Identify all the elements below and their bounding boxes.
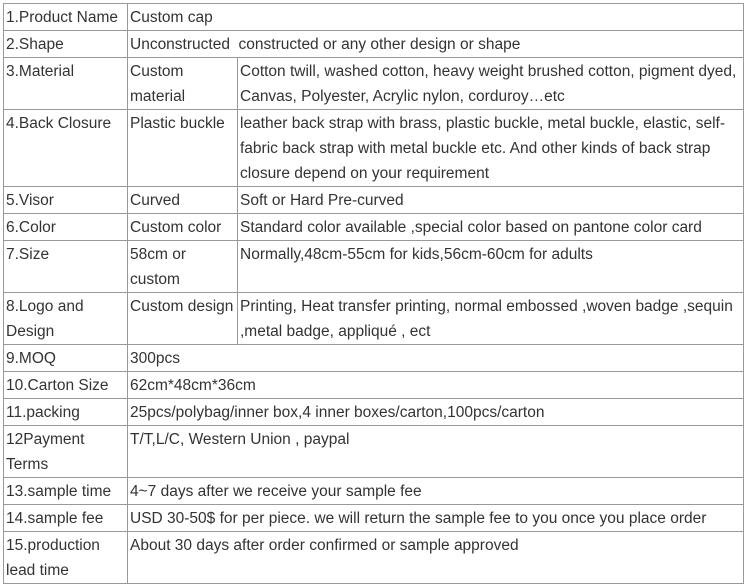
row-detail: Standard color available ,special color based on pantone color card (238, 214, 744, 241)
row-value: 25pcs/polybag/inner box,4 inner boxes/carton,100pcs/carton (128, 399, 744, 426)
table-row (4, 31, 744, 58)
row-value: T/T,L/C, Western Union , paypal (128, 426, 744, 478)
row-value: 4~7 days after we receive your sample fee (128, 478, 744, 505)
row-detail: Normally,48cm-55cm for kids,56cm-60cm for adults (238, 241, 744, 293)
table-row (4, 372, 744, 399)
row-value: Custom material (128, 58, 238, 110)
row-value: Custom design (128, 293, 238, 345)
table-row (4, 241, 744, 293)
row-label: 5.Visor (4, 187, 128, 214)
row-label: 2.Shape (4, 31, 128, 58)
row-detail: Soft or Hard Pre-curved (238, 187, 744, 214)
table-row (4, 58, 744, 110)
row-value: 300pcs (128, 345, 744, 372)
row-label: 10.Carton Size (4, 372, 128, 399)
row-label: 3.Material (4, 58, 128, 110)
table-row (4, 478, 744, 505)
row-label: 15.production lead time (4, 532, 128, 584)
row-label: 9.MOQ (4, 345, 128, 372)
row-label: 6.Color (4, 214, 128, 241)
row-value: Plastic buckle (128, 110, 238, 187)
table-row (4, 214, 744, 241)
row-label: 12Payment Terms (4, 426, 128, 478)
row-value: About 30 days after order confirmed or sample approved (128, 532, 744, 584)
row-detail: Cotton twill, washed cotton, heavy weight brushed cotton, pigment dyed, Canvas, Polyester, Acrylic nylon, corduroy…etc (238, 58, 744, 110)
row-value: Custom cap (128, 4, 744, 31)
table-row (4, 399, 744, 426)
table-row (4, 4, 744, 31)
row-value: USD 30-50$ for per piece. we will return the sample fee to you once you place order (128, 505, 744, 532)
row-value: Unconstructed constructed or any other design or shape (128, 31, 744, 58)
row-value: Custom color (128, 214, 238, 241)
spec-table (3, 3, 744, 584)
row-label: 4.Back Closure (4, 110, 128, 187)
row-label: 8.Logo and Design (4, 293, 128, 345)
table-row (4, 345, 744, 372)
row-detail: leather back strap with brass, plastic buckle, metal buckle, elastic, self-fabric back strap with metal buckle etc. And other kinds of back strap closure depend on your requirement (238, 110, 744, 187)
table-row (4, 426, 744, 478)
row-label: 1.Product Name (4, 4, 128, 31)
table-row (4, 505, 744, 532)
table-row (4, 187, 744, 214)
table-row (4, 110, 744, 187)
row-value: 62cm*48cm*36cm (128, 372, 744, 399)
row-value: Curved (128, 187, 238, 214)
row-value: 58cm or custom (128, 241, 238, 293)
row-label: 11.packing (4, 399, 128, 426)
row-label: 14.sample fee (4, 505, 128, 532)
row-label: 13.sample time (4, 478, 128, 505)
row-detail: Printing, Heat transfer printing, normal embossed ,woven badge ,sequin ,metal badge, appliqué , ect (238, 293, 744, 345)
row-label: 7.Size (4, 241, 128, 293)
table-row (4, 293, 744, 345)
